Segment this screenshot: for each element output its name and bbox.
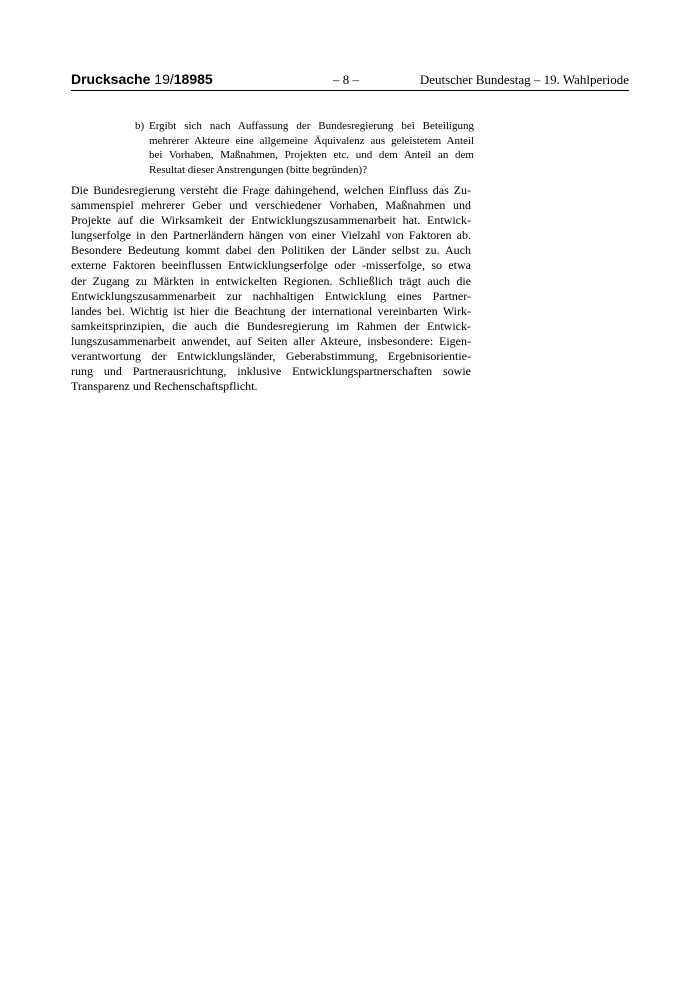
question-line: Ergibt sich nach Auffassung der Bundesregierung bei Beteiligung [149,120,474,132]
question-item [135,119,474,178]
answer-line: Entwicklungszusammenarbeit zur nachhaltigen Entwicklung eines Partner- [71,288,471,303]
answer-line: externe Faktoren beeinflussen Entwicklungserfolge oder -misserfolge, so etwa [71,258,471,273]
page-header [71,70,629,91]
question-line: bei Vorhaben, Maßnahmen, Projekten etc. und dem Anteil an dem [149,149,474,162]
answer-line: rung und Partnerausrichtung, inklusive Entwicklungspartnerschaften sowie [71,364,471,379]
document-label: Drucksache [71,71,155,87]
document-number-suffix: 18985 [173,71,213,87]
question-line: Resultat dieser Anstrengungen (bitte begründen)? [149,164,368,177]
answer-line: Besondere Bedeutung kommt dabei den Politiken der Länder selbst zu. Auch [71,243,471,258]
parliament-title: Deutscher Bundestag – 19. Wahlperiode [419,72,629,87]
answer-line: der Zugang zu Märkten in entwickelten Regionen. Schließlich trägt auch die [71,273,471,288]
question-marker: b) [135,120,145,132]
answer-line: landes bei. Wichtig ist hier die Beachtung der international vereinbarten Wirk- [71,303,471,318]
answer-line: lungserfolge in den Partnerländern hängen von einer Vielzahl von Faktoren ab. [71,228,471,243]
answer-line: Die Bundesregierung versteht die Frage dahingehend, welchen Einfluss das Zu- [71,183,471,197]
answer-line: Projekte auf die Wirksamkeit der Entwicklungszusammenarbeit hat. Entwick- [71,213,471,228]
answer-line: samkeitsprinzipien, die auch die Bundesregierung im Rahmen der Entwick- [71,318,471,333]
question-line: mehrerer Akteure eine allgemeine Äquivalenz aus geleistetem Anteil [149,134,474,147]
answer-paragraph [71,183,471,394]
answer-line: Transparenz und Rechenschaftspflicht. [71,379,258,394]
answer-line: sammenspiel mehrerer Geber und verschiedener Vorhaben, Maßnahmen und [71,198,471,213]
answer-line: verantwortung der Entwicklungsländer, Geberabstimmung, Ergebnisorientie- [71,349,471,364]
answer-line: lungszusammenarbeit anwendet, auf Seiten aller Akteure, insbesondere: Eigen- [71,333,471,348]
document-number-prefix: 19/ [154,71,174,87]
page-number: – 8 – [333,72,359,87]
document-number [71,70,213,88]
